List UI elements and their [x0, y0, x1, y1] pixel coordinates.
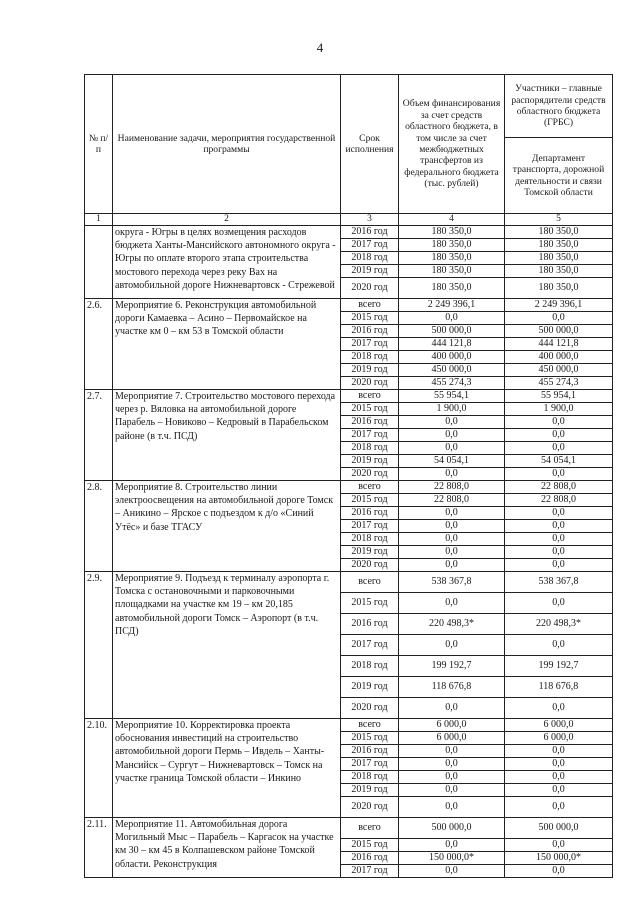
funding-value: 180 350,0 [399, 252, 505, 265]
funding-value: 22 808,0 [399, 494, 505, 507]
period-cell: 2018 год [341, 252, 399, 265]
funding-value: 0,0 [399, 442, 505, 455]
period-cell: 2017 год [341, 520, 399, 533]
funding-value: 150 000,0* [399, 852, 505, 865]
period-cell: 2017 год [341, 865, 399, 878]
participant-value: 538 367,8 [505, 572, 613, 593]
column-number: 2 [113, 214, 341, 226]
table-row [85, 299, 613, 312]
item-number: 2.11. [85, 818, 113, 878]
header-participants: Участники – главные распорядители средств областного бюджета (ГРБС) [505, 75, 613, 138]
period-cell: 2019 год [341, 784, 399, 797]
funding-value: 0,0 [399, 429, 505, 442]
funding-value: 0,0 [399, 416, 505, 429]
table-row [85, 719, 613, 732]
participant-value: 220 498,3* [505, 614, 613, 635]
participant-value: 455 274,3 [505, 377, 613, 390]
period-cell: 2019 год [341, 455, 399, 468]
period-cell: 2017 год [341, 429, 399, 442]
participant-value: 180 350,0 [505, 226, 613, 239]
period-cell: 2016 год [341, 416, 399, 429]
item-number [85, 226, 113, 299]
period-cell: 2020 год [341, 468, 399, 481]
item-name: Мероприятие 6. Реконструкция автомобильной дороги Камаевка – Асино – Первомайское на участке км 0 – км 53 в Томской области [113, 299, 341, 390]
item-name: Мероприятие 10. Корректировка проекта обоснования инвестиций на строительство автомобильной дороги Пермь – Ивдель – Ханты-Мансийск – Сургут – Нижневартовск – Томск на участке граница Томской области – Инкино [113, 719, 341, 818]
funding-value: 0,0 [399, 797, 505, 818]
column-number: 5 [505, 214, 613, 226]
item-number: 2.10. [85, 719, 113, 818]
funding-value: 0,0 [399, 507, 505, 520]
header-deadline: Срок исполнения [341, 75, 399, 214]
period-cell: всего [341, 572, 399, 593]
item-number: 2.7. [85, 390, 113, 481]
item-name: округа - Югры в целях возмещения расходов бюджета Ханты-Мансийского автономного округа - Югры по оплате второго этапа строительства мостового перехода через реку Вах на автомобильной дороге Нижневартовск - Стрежевой [113, 226, 341, 299]
participant-value: 0,0 [505, 771, 613, 784]
funding-value: 220 498,3* [399, 614, 505, 635]
funding-value: 0,0 [399, 546, 505, 559]
table-row [85, 818, 613, 839]
participant-value: 0,0 [505, 429, 613, 442]
participant-value: 22 808,0 [505, 494, 613, 507]
period-cell: всего [341, 481, 399, 494]
period-cell: 2015 год [341, 839, 399, 852]
participant-value: 0,0 [505, 442, 613, 455]
funding-value: 538 367,8 [399, 572, 505, 593]
funding-value: 444 121,8 [399, 338, 505, 351]
funding-value: 0,0 [399, 784, 505, 797]
participant-value: 0,0 [505, 865, 613, 878]
period-cell: 2020 год [341, 559, 399, 572]
participant-value: 6 000,0 [505, 732, 613, 745]
item-number: 2.8. [85, 481, 113, 572]
header-row-top [85, 75, 613, 138]
funding-value: 180 350,0 [399, 226, 505, 239]
table-row [85, 390, 613, 403]
period-cell: 2019 год [341, 677, 399, 698]
participant-value: 150 000,0* [505, 852, 613, 865]
funding-value: 118 676,8 [399, 677, 505, 698]
column-number: 3 [341, 214, 399, 226]
funding-value: 400 000,0 [399, 351, 505, 364]
participant-value: 180 350,0 [505, 278, 613, 299]
participant-value: 0,0 [505, 559, 613, 572]
period-cell: 2016 год [341, 325, 399, 338]
period-cell: 2018 год [341, 771, 399, 784]
participant-value: 0,0 [505, 698, 613, 719]
funding-value: 0,0 [399, 865, 505, 878]
period-cell: 2017 год [341, 635, 399, 656]
period-cell: всего [341, 390, 399, 403]
item-number: 2.9. [85, 572, 113, 719]
participant-value: 400 000,0 [505, 351, 613, 364]
participant-value: 0,0 [505, 468, 613, 481]
participant-value: 55 954,1 [505, 390, 613, 403]
document-table-container [84, 74, 612, 878]
period-cell: 2016 год [341, 226, 399, 239]
column-number: 1 [85, 214, 113, 226]
funding-value: 180 350,0 [399, 278, 505, 299]
participant-value: 0,0 [505, 593, 613, 614]
participant-value: 0,0 [505, 416, 613, 429]
period-cell: 2016 год [341, 507, 399, 520]
period-cell: 2017 год [341, 239, 399, 252]
period-cell: 2017 год [341, 758, 399, 771]
funding-value: 500 000,0 [399, 325, 505, 338]
funding-value: 180 350,0 [399, 265, 505, 278]
period-cell: всего [341, 719, 399, 732]
funding-value: 2 249 396,1 [399, 299, 505, 312]
funding-value: 0,0 [399, 312, 505, 325]
header-number: № п/п [85, 75, 113, 214]
participant-value: 0,0 [505, 507, 613, 520]
period-cell: 2020 год [341, 797, 399, 818]
period-cell: 2016 год [341, 614, 399, 635]
period-cell: 2019 год [341, 265, 399, 278]
period-cell: 2015 год [341, 403, 399, 416]
table-row [85, 572, 613, 593]
period-cell: 2019 год [341, 364, 399, 377]
period-cell: 2017 год [341, 338, 399, 351]
participant-value: 0,0 [505, 784, 613, 797]
item-name: Мероприятие 8. Строительство линии электроосвещения на автомобильной дороге Томск – Аникино – Ярское с подъездом к д/о «Синий Утёс» и базе ТГАСУ [113, 481, 341, 572]
program-table [84, 74, 613, 878]
period-cell: 2015 год [341, 732, 399, 745]
participant-value: 500 000,0 [505, 325, 613, 338]
period-cell: 2018 год [341, 442, 399, 455]
participant-value: 0,0 [505, 546, 613, 559]
participant-value: 199 192,7 [505, 656, 613, 677]
participant-value: 0,0 [505, 312, 613, 325]
table-row [85, 481, 613, 494]
item-number: 2.6. [85, 299, 113, 390]
period-cell: 2015 год [341, 593, 399, 614]
funding-value: 0,0 [399, 839, 505, 852]
funding-value: 22 808,0 [399, 481, 505, 494]
participant-value: 0,0 [505, 797, 613, 818]
participant-value: 6 000,0 [505, 719, 613, 732]
page-number: 4 [316, 40, 324, 55]
header-department: Департамент транспорта, дорожной деятельности и связи Томской области [505, 138, 613, 214]
column-numbers-row [85, 214, 613, 226]
funding-value: 500 000,0 [399, 818, 505, 839]
participant-value: 500 000,0 [505, 818, 613, 839]
participant-value: 0,0 [505, 635, 613, 656]
funding-value: 55 954,1 [399, 390, 505, 403]
funding-value: 6 000,0 [399, 732, 505, 745]
header-funding: Объем финансирования за счет средств областного бюджета, в том числе за счет межбюджетных трансфертов из федерального бюджета (тыс. рублей) [399, 75, 505, 214]
header-task-name: Наименование задачи, мероприятия государственной программы [113, 75, 341, 214]
item-name: Мероприятие 7. Строительство мостового перехода через р. Вяловка на автомобильной дороге Парабель – Новиково – Кедровый в Парабельском районе (в т.ч. ПСД) [113, 390, 341, 481]
participant-value: 444 121,8 [505, 338, 613, 351]
funding-value: 0,0 [399, 520, 505, 533]
participant-value: 180 350,0 [505, 265, 613, 278]
table-body [85, 226, 613, 878]
period-cell: всего [341, 818, 399, 839]
period-cell: 2015 год [341, 312, 399, 325]
funding-value: 6 000,0 [399, 719, 505, 732]
participant-value: 0,0 [505, 839, 613, 852]
participant-value: 180 350,0 [505, 252, 613, 265]
period-cell: 2016 год [341, 852, 399, 865]
table-row [85, 226, 613, 239]
funding-value: 0,0 [399, 533, 505, 546]
participant-value: 54 054,1 [505, 455, 613, 468]
participant-value: 0,0 [505, 520, 613, 533]
funding-value: 0,0 [399, 758, 505, 771]
participant-value: 0,0 [505, 745, 613, 758]
participant-value: 450 000,0 [505, 364, 613, 377]
column-number: 4 [399, 214, 505, 226]
period-cell: 2018 год [341, 656, 399, 677]
period-cell: 2020 год [341, 698, 399, 719]
participant-value: 0,0 [505, 758, 613, 771]
period-cell: 2015 год [341, 494, 399, 507]
funding-value: 0,0 [399, 698, 505, 719]
period-cell: 2020 год [341, 278, 399, 299]
funding-value: 0,0 [399, 468, 505, 481]
period-cell: 2020 год [341, 377, 399, 390]
participant-value: 118 676,8 [505, 677, 613, 698]
participant-value: 1 900,0 [505, 403, 613, 416]
period-cell: 2018 год [341, 533, 399, 546]
funding-value: 199 192,7 [399, 656, 505, 677]
period-cell: всего [341, 299, 399, 312]
funding-value: 54 054,1 [399, 455, 505, 468]
funding-value: 0,0 [399, 593, 505, 614]
funding-value: 1 900,0 [399, 403, 505, 416]
period-cell: 2016 год [341, 745, 399, 758]
period-cell: 2018 год [341, 351, 399, 364]
funding-value: 0,0 [399, 635, 505, 656]
funding-value: 180 350,0 [399, 239, 505, 252]
participant-value: 180 350,0 [505, 239, 613, 252]
item-name: Мероприятие 11. Автомобильная дорога Могильный Мыс – Парабель – Каргасок на участке км 30 – км 45 в Колпашевском районе Томской области. Реконструкция [113, 818, 341, 878]
period-cell: 2019 год [341, 546, 399, 559]
participant-value: 2 249 396,1 [505, 299, 613, 312]
participant-value: 0,0 [505, 533, 613, 546]
participant-value: 22 808,0 [505, 481, 613, 494]
funding-value: 0,0 [399, 745, 505, 758]
funding-value: 455 274,3 [399, 377, 505, 390]
funding-value: 450 000,0 [399, 364, 505, 377]
funding-value: 0,0 [399, 559, 505, 572]
funding-value: 0,0 [399, 771, 505, 784]
item-name: Мероприятие 9. Подъезд к терминалу аэропорта г. Томска с остановочными и парковочными площадками на участке км 19 – км 20,185 автомобильной дороги Томск – Аэропорт (в т.ч. ПСД) [113, 572, 341, 719]
